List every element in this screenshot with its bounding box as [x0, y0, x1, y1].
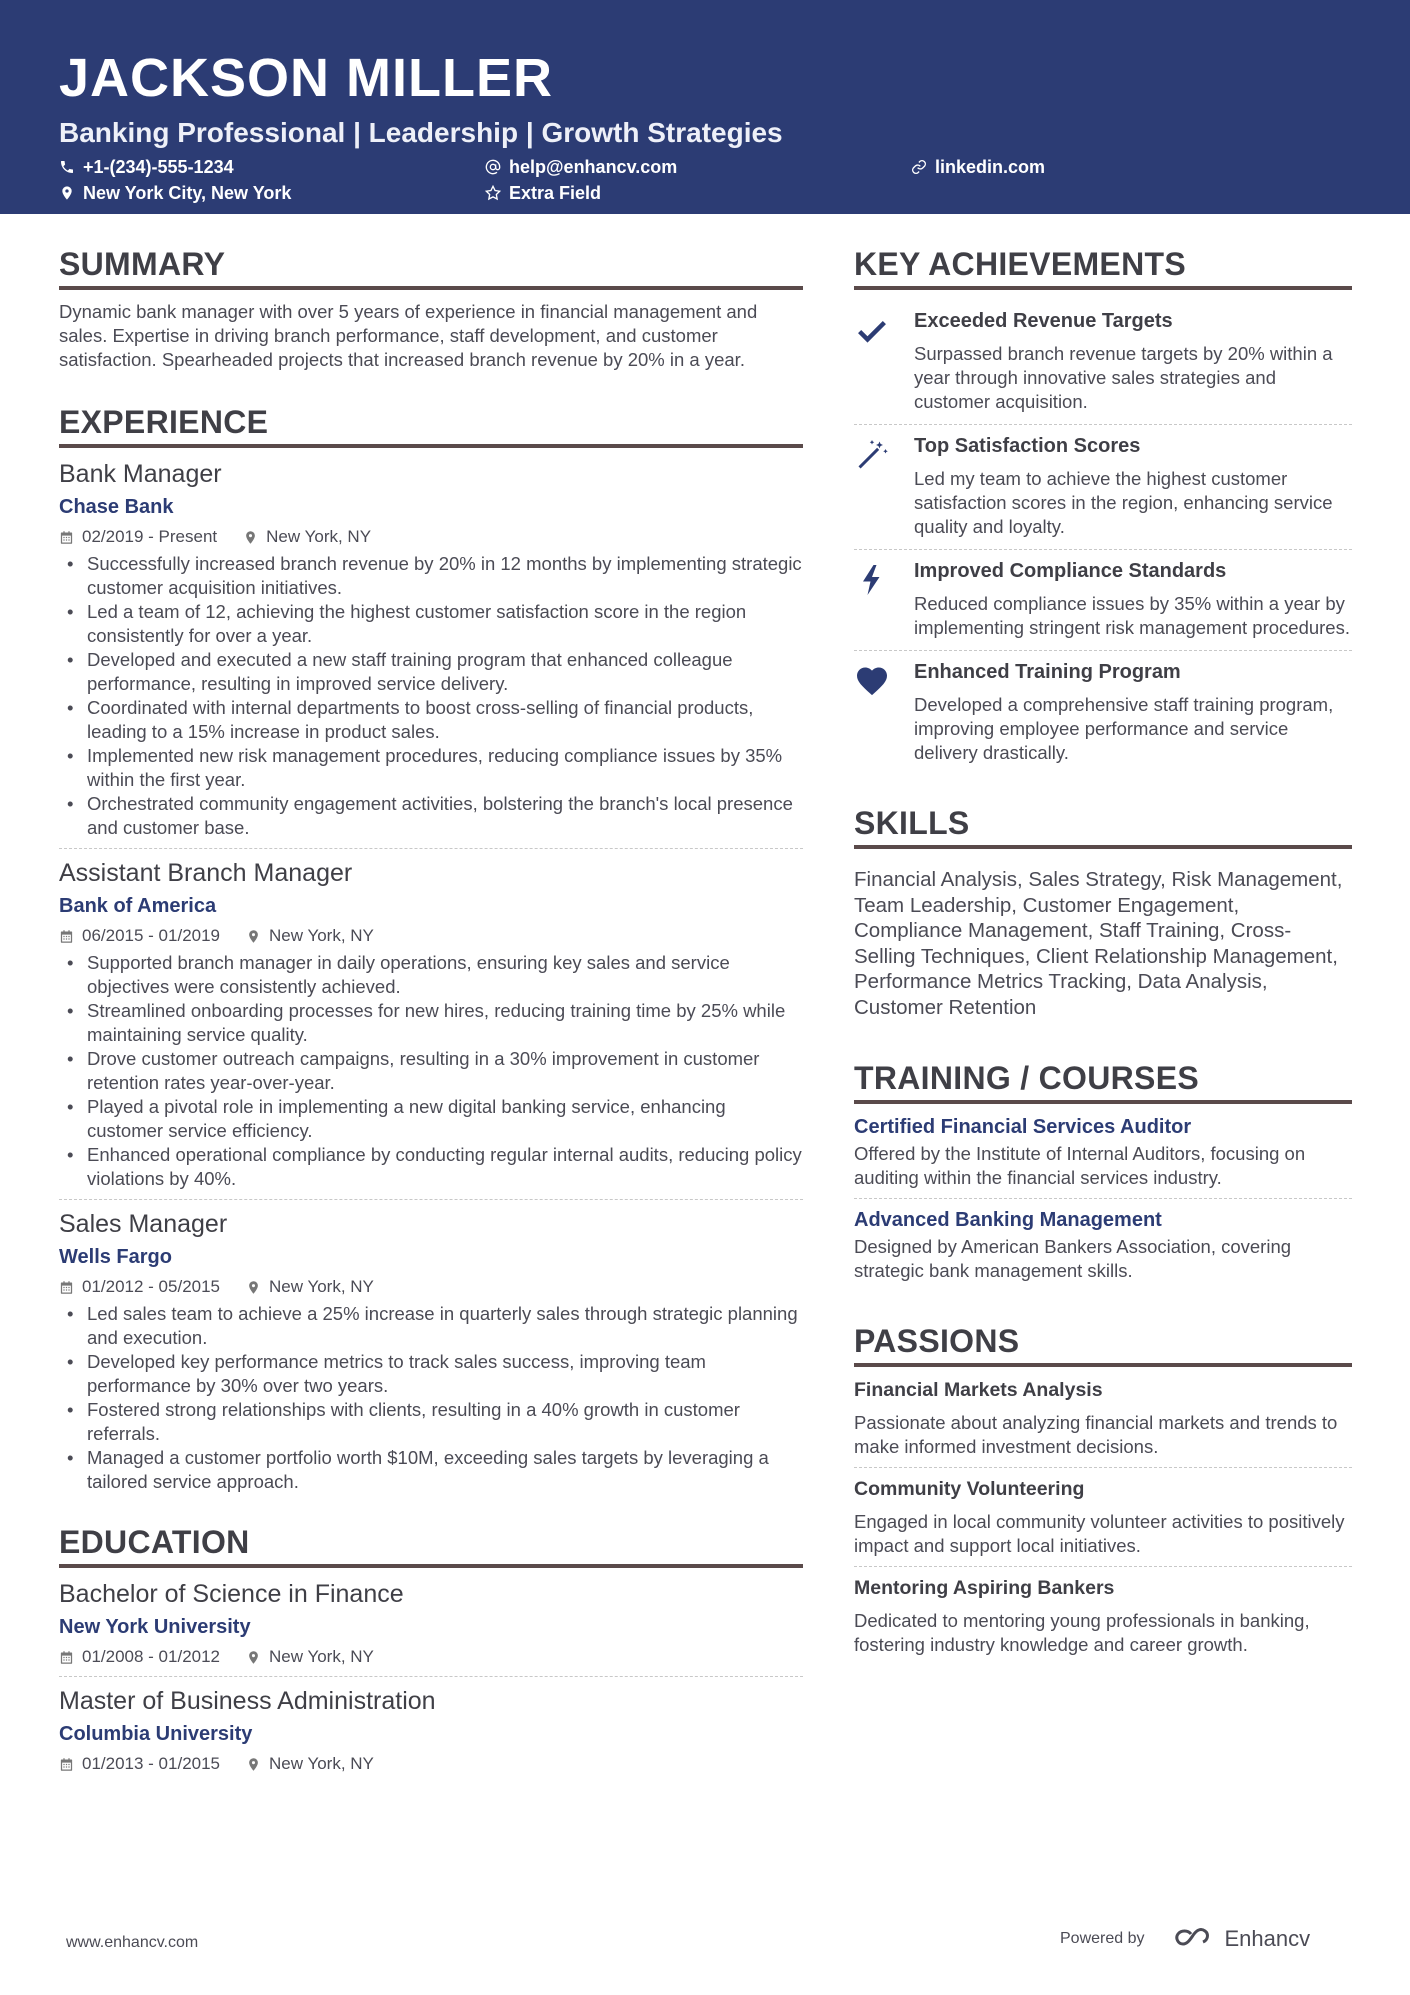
training-section — [854, 1058, 1352, 1291]
bullet-item: • Enhanced operational compliance by conducting regular internal audits, reducing policy violations by 40%. — [59, 1143, 803, 1191]
footer-website[interactable]: www.enhancv.com — [66, 1934, 199, 1951]
achievement-title: Improved Compliance Standards — [914, 560, 1227, 582]
job-meta — [59, 1276, 803, 1298]
job-location: New York, NY — [269, 1277, 374, 1296]
location-pin-icon — [246, 1650, 261, 1665]
calendar-icon — [59, 1280, 74, 1295]
bullet-item: • Played a pivotal role in implementing a new digital banking service, enhancing customer service efficiency. — [59, 1095, 803, 1143]
achievement-item — [854, 300, 1352, 425]
passion-title: Financial Markets Analysis — [854, 1379, 1103, 1401]
bullet-item: • Supported branch manager in daily operations, ensuring key sales and service objectives were consistently achieved. — [59, 951, 803, 999]
bullet-item: • Coordinated with internal departments to boost cross-selling of financial products, leading to a 15% increase in product sales. — [59, 696, 803, 744]
job-meta — [59, 925, 803, 947]
job-title: Bank Manager — [59, 460, 222, 488]
education-entry — [59, 1578, 803, 1677]
calendar-icon — [59, 1757, 74, 1772]
degree-title: Bachelor of Science in Finance — [59, 1580, 404, 1608]
bullet-item: • Drove customer outreach campaigns, resulting in a 30% improvement in customer retention rates year-over-year. — [59, 1047, 803, 1095]
passion-item — [854, 1377, 1352, 1468]
at-icon — [485, 159, 501, 175]
calendar-icon — [59, 929, 74, 944]
bullet-item: • Fostered strong relationships with clients, resulting in a 40% growth in customer referrals. — [59, 1398, 803, 1446]
job-location: New York, NY — [266, 527, 372, 546]
linkedin-text: linkedin.com — [935, 157, 1046, 177]
magic-wand-icon — [854, 437, 890, 473]
achievements-title: KEY ACHIEVEMENTS — [854, 244, 1352, 290]
bullet-item: • Implemented new risk management procedures, reducing compliance issues by 35% within the first year. — [59, 744, 803, 792]
passions-title: PASSIONS — [854, 1321, 1352, 1367]
contact-phone — [59, 156, 234, 178]
contact-email[interactable] — [485, 156, 677, 178]
location-pin-icon — [59, 185, 75, 201]
degree-title: Master of Business Administration — [59, 1687, 436, 1715]
candidate-name: JACKSON MILLER — [59, 48, 554, 108]
education-dates: 01/2013 - 01/2015 — [82, 1754, 221, 1773]
phone-icon — [59, 159, 75, 175]
company-name: Wells Fargo — [59, 1246, 172, 1268]
education-entry — [59, 1685, 803, 1783]
job-bullets — [59, 1302, 803, 1494]
job-bullets — [59, 552, 803, 840]
job-location: New York, NY — [269, 926, 374, 945]
phone-text: +1-(234)-555-1234 — [83, 157, 234, 177]
calendar-icon — [59, 1650, 74, 1665]
powered-by-text: Powered by — [1060, 1930, 1145, 1947]
bullet-item: • Developed and executed a new staff training program that enhanced colleague performance, resulting in improved service delivery. — [59, 648, 803, 696]
passions-section — [854, 1321, 1352, 1665]
company-name: Chase Bank — [59, 496, 174, 518]
left-column — [59, 244, 803, 1791]
experience-section — [59, 402, 803, 1502]
heart-icon — [854, 663, 890, 699]
achievement-title: Enhanced Training Program — [914, 661, 1181, 683]
candidate-headline: Banking Professional | Leadership | Growth Strategies — [59, 117, 783, 148]
contact-location — [59, 182, 291, 204]
bullet-item: • Successfully increased branch revenue by 20% in 12 months by implementing strategic customer acquisition initiatives. — [59, 552, 803, 600]
email-text: help@enhancv.com — [509, 157, 678, 177]
education-meta — [59, 1753, 803, 1775]
course-title: Certified Financial Services Auditor — [854, 1116, 1192, 1138]
education-location: New York, NY — [269, 1754, 374, 1773]
passion-title: Community Volunteering — [854, 1478, 1085, 1500]
achievements-section — [854, 244, 1352, 775]
achievement-desc: Led my team to achieve the highest customer satisfaction scores in the region, enhancing service quality and loyalty. — [914, 468, 1333, 537]
location-pin-icon — [246, 1280, 261, 1295]
brand-name: Enhancv — [1224, 1926, 1311, 1951]
bullet-item: • Orchestrated community engagement activities, bolstering the branch's local presence and customer base. — [59, 792, 803, 840]
experience-title: EXPERIENCE — [59, 402, 803, 448]
footer-branding — [1060, 1926, 1310, 1952]
education-section — [59, 1522, 803, 1783]
achievement-desc: Reduced compliance issues by 35% within a year by implementing stringent risk management procedures. — [914, 593, 1350, 638]
enhancv-logo-icon — [1171, 1926, 1217, 1952]
bullet-item: • Streamlined onboarding processes for new hires, reducing training time by 25% while maintaining service quality. — [59, 999, 803, 1047]
job-entry — [59, 857, 803, 1200]
passion-item — [854, 1575, 1352, 1665]
contact-info — [59, 156, 1351, 212]
achievement-desc: Surpassed branch revenue targets by 20% within a year through innovative sales strategies and customer acquisition. — [914, 343, 1333, 412]
resume-header — [0, 0, 1410, 214]
enhancv-logo[interactable] — [1171, 1926, 1311, 1952]
job-entry — [59, 458, 803, 849]
skills-section — [854, 803, 1352, 1020]
achievement-title: Exceeded Revenue Targets — [914, 310, 1173, 332]
company-name: Bank of America — [59, 895, 217, 917]
skills-text: Financial Analysis, Sales Strategy, Risk Management, Team Leadership, Customer Engagement, Compliance Management, Staff Training, Cross-Selling Techniques, Client Relationship Management, Performance Metrics Tracking, Data Analysis, Customer Retention — [854, 868, 1343, 1019]
checkmark-icon — [854, 312, 890, 348]
job-dates: 01/2012 - 05/2015 — [82, 1277, 221, 1296]
passion-desc: Dedicated to mentoring young professionals in banking, fostering industry knowledge and career growth. — [854, 1610, 1310, 1655]
job-dates: 02/2019 - Present — [82, 527, 218, 546]
education-dates: 01/2008 - 01/2012 — [82, 1647, 221, 1666]
job-title: Sales Manager — [59, 1210, 228, 1238]
location-pin-icon — [246, 1757, 261, 1772]
achievement-item — [854, 425, 1352, 550]
training-title: TRAINING / COURSES — [854, 1058, 1352, 1104]
achievement-item — [854, 550, 1352, 651]
course-item — [854, 1114, 1352, 1199]
location-text: New York City, New York — [83, 183, 292, 203]
achievement-title: Top Satisfaction Scores — [914, 435, 1141, 457]
job-entry — [59, 1208, 803, 1502]
summary-title: SUMMARY — [59, 244, 803, 290]
bullet-item: • Managed a customer portfolio worth $10M, exceeding sales targets by leveraging a tailored service approach. — [59, 1446, 803, 1494]
bullet-item: • Led a team of 12, achieving the highest customer satisfaction score in the region consistently for over a year. — [59, 600, 803, 648]
lightning-icon — [854, 562, 890, 598]
education-meta — [59, 1646, 803, 1668]
course-item — [854, 1207, 1352, 1291]
bullet-item: • Developed key performance metrics to track sales success, improving team performance by 30% over two years. — [59, 1350, 803, 1398]
star-icon — [485, 185, 501, 201]
contact-linkedin[interactable] — [911, 156, 1045, 178]
school-name: Columbia University — [59, 1723, 253, 1745]
contact-extra — [485, 182, 601, 204]
job-dates: 06/2015 - 01/2019 — [82, 926, 221, 945]
passion-desc: Engaged in local community volunteer activities to positively impact and support local initiatives. — [854, 1511, 1345, 1556]
link-icon — [911, 159, 927, 175]
job-bullets — [59, 951, 803, 1191]
education-location: New York, NY — [269, 1647, 374, 1666]
job-meta — [59, 526, 803, 548]
location-pin-icon — [246, 929, 261, 944]
achievement-desc: Developed a comprehensive staff training program, improving employee performance and service delivery drastically. — [914, 694, 1334, 763]
location-pin-icon — [243, 530, 258, 545]
passion-item — [854, 1476, 1352, 1567]
passion-title: Mentoring Aspiring Bankers — [854, 1577, 1115, 1599]
course-title: Advanced Banking Management — [854, 1209, 1162, 1231]
achievement-item — [854, 651, 1352, 775]
passion-desc: Passionate about analyzing financial markets and trends to make informed investment decisions. — [854, 1412, 1338, 1457]
summary-text: Dynamic bank manager with over 5 years of experience in financial management and sales. Expertise in driving branch performance, staff development, and customer satisfaction. Spearheaded projects that increased branch revenue by 20% in a year. — [59, 301, 758, 370]
school-name: New York University — [59, 1616, 251, 1638]
right-column — [854, 244, 1352, 1673]
calendar-icon — [59, 530, 74, 545]
education-title: EDUCATION — [59, 1522, 803, 1568]
job-title: Assistant Branch Manager — [59, 859, 353, 887]
skills-title: SKILLS — [854, 803, 1352, 849]
summary-section — [59, 244, 803, 372]
course-desc: Offered by the Institute of Internal Auditors, focusing on auditing within the financial services industry. — [854, 1143, 1306, 1188]
extra-text: Extra Field — [509, 183, 602, 203]
bullet-item: • Led sales team to achieve a 25% increase in quarterly sales through strategic planning and execution. — [59, 1302, 803, 1350]
course-desc: Designed by American Bankers Association, covering strategic bank management skills. — [854, 1236, 1292, 1281]
